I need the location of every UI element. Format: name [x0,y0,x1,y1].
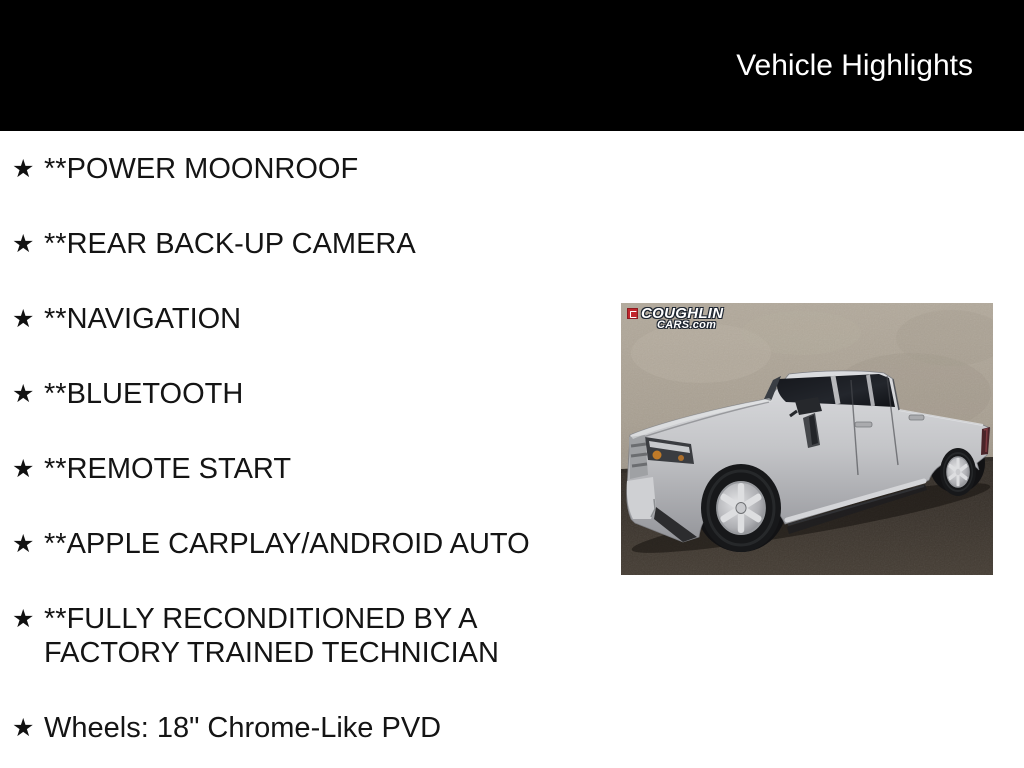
highlights-list [12,152,557,745]
header-band [0,0,1024,131]
dealer-name: COUGHLIN [641,305,724,322]
dealer-domain: CARS.com [657,319,717,331]
highlight-item [12,377,557,411]
highlight-text: **FULLY RECONDITIONED BY A FACTORY TRAINED TECHNICIAN [44,603,499,669]
star-bullet-icon: ★ [12,304,35,333]
highlight-text: **NAVIGATION [44,303,242,335]
star-bullet-icon: ★ [12,454,35,483]
star-bullet-icon: ★ [12,379,35,408]
dealer-logo-icon [627,308,638,319]
highlight-text: **REAR BACK-UP CAMERA [44,228,416,260]
star-bullet-icon: ★ [12,229,35,258]
vehicle-photo [621,303,993,575]
highlight-item [12,452,557,486]
highlight-text: **APPLE CARPLAY/ANDROID AUTO [44,528,530,560]
highlight-item [12,527,557,561]
highlight-text: **REMOTE START [44,453,292,485]
star-bullet-icon: ★ [12,154,35,183]
highlight-text: **POWER MOONROOF [44,153,359,185]
star-bullet-icon: ★ [12,529,35,558]
highlight-item [12,227,557,261]
highlight-item [12,711,557,745]
highlight-text: Wheels: 18" Chrome-Like PVD [44,712,442,744]
star-bullet-icon: ★ [12,604,35,633]
vehicle-photo-illustration [621,303,993,575]
highlight-item [12,302,557,336]
dealer-watermark [627,306,723,331]
highlight-item [12,602,557,670]
highlight-item [12,152,557,186]
page-title: Vehicle Highlights [736,49,973,82]
star-bullet-icon: ★ [12,713,35,742]
highlight-text: **BLUETOOTH [44,378,244,410]
